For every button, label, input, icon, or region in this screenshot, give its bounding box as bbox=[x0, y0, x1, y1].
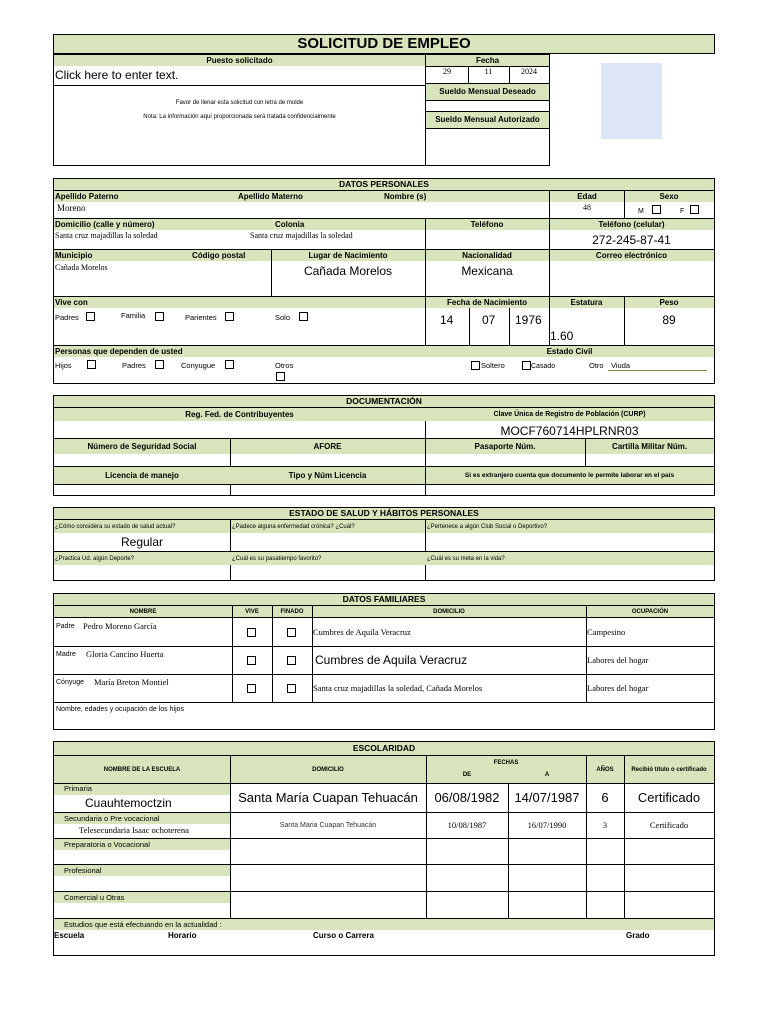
esc-primaria-domicilio[interactable]: Santa María Cuapan Tehuacán bbox=[238, 790, 418, 805]
fecha-nac-month[interactable]: 07 bbox=[482, 313, 496, 327]
sexo-m-checkbox[interactable] bbox=[652, 205, 661, 214]
telefono-label: Teléfono bbox=[470, 220, 504, 229]
q-club: ¿Pertenece a algún Club Social o Deportivo? bbox=[427, 524, 548, 530]
sexo-m-label: M bbox=[638, 208, 644, 215]
form-title: SOLICITUD DE EMPLEO bbox=[297, 35, 471, 52]
nss-label: Número de Seguridad Social bbox=[87, 442, 197, 451]
esc-actual-label: Estudios que está efectuando en la actualidad : bbox=[64, 920, 222, 929]
otro-value[interactable]: Viuda bbox=[611, 361, 631, 370]
esc-secundaria-domicilio[interactable]: Santa Maria Cuapan Tehuacán bbox=[279, 822, 377, 829]
tipo-licencia-label: Tipo y Núm Licencia bbox=[288, 471, 367, 480]
nacionalidad-label: Nacionalidad bbox=[462, 251, 512, 260]
esc-secundaria-titulo[interactable]: Certificado bbox=[649, 820, 689, 830]
col-ocupacion: OCUPACIÓN bbox=[631, 609, 669, 615]
apellido-materno-label: Apellido Materno bbox=[238, 192, 303, 201]
esc-curso-label: Curso o Carrera bbox=[313, 931, 374, 940]
colonia-label: Colonia bbox=[275, 220, 305, 229]
esc-profesional-level: Profesional bbox=[64, 866, 102, 875]
pasaporte-label: Pasaporte Núm. bbox=[474, 442, 536, 451]
vive-familia-label: Familia bbox=[121, 311, 146, 320]
nacionalidad-value[interactable]: Mexicana bbox=[461, 264, 513, 278]
edad-label: Edad bbox=[577, 192, 597, 201]
estatura-label: Estatura bbox=[570, 298, 603, 307]
fam-conyuge-rel: Cónyuge bbox=[56, 679, 85, 686]
fecha-label: Fecha bbox=[475, 56, 500, 65]
apellido-paterno-value[interactable]: Moreno bbox=[57, 203, 86, 213]
esc-grado-label: Grado bbox=[626, 931, 650, 940]
colonia-value[interactable]: Santa cruz majadillas la soledad bbox=[250, 231, 353, 240]
cp-label: Código postal bbox=[192, 251, 246, 260]
vive-parientes-checkbox[interactable] bbox=[225, 312, 234, 321]
dep-conyugue-checkbox[interactable] bbox=[225, 360, 234, 369]
escolaridad-title: ESCOLARIDAD bbox=[352, 743, 416, 753]
q-deporte: ¿Practica Ud. algún Deporte? bbox=[55, 556, 135, 562]
col-de: DE bbox=[462, 772, 472, 778]
familiares-title: DATOS FAMILIARES bbox=[342, 594, 426, 604]
celular-value[interactable]: 272-245-87-41 bbox=[592, 233, 671, 247]
curp-label: Clave Única de Registro de Población (CURP) bbox=[493, 411, 646, 418]
dep-otros-label: Otros bbox=[275, 361, 294, 370]
esc-secundaria-level: Secundaria o Pre vocacional bbox=[64, 814, 160, 823]
fam-conyuge-domicilio[interactable]: Santa cruz majadillas la soledad, Cañada Morelos bbox=[313, 683, 483, 693]
esc-horario-label: Horario bbox=[168, 931, 197, 940]
vive-padres-label: Padres bbox=[55, 313, 79, 322]
esc-escuela-label: Escuela bbox=[54, 931, 85, 940]
cartilla-label: Cartilla Militar Núm. bbox=[611, 442, 688, 451]
sexo-label: Sexo bbox=[659, 192, 679, 201]
fam-padre-vive-checkbox[interactable] bbox=[247, 628, 256, 637]
vive-parientes-label: Parientes bbox=[185, 313, 217, 322]
casado-checkbox[interactable] bbox=[522, 361, 531, 370]
sexo-f-label: F bbox=[680, 208, 685, 215]
fecha-nac-year[interactable]: 1976 bbox=[515, 313, 542, 327]
otro-input-line bbox=[608, 370, 707, 371]
peso-label: Peso bbox=[659, 298, 679, 307]
edad-value[interactable]: 48 bbox=[583, 203, 591, 212]
sueldo-deseado-label: Sueldo Mensual Deseado bbox=[439, 87, 536, 96]
esc-primaria-titulo[interactable]: Certificado bbox=[637, 790, 701, 805]
personales-title: DATOS PERSONALES bbox=[339, 179, 429, 189]
dependen-label: Personas que dependen de usted bbox=[55, 347, 183, 356]
fam-madre-rel: Madre bbox=[56, 651, 76, 658]
fam-madre-finado-checkbox[interactable] bbox=[287, 656, 296, 665]
puesto-label: Puesto solicitado bbox=[206, 56, 273, 65]
estado-civil-label: Estado Civil bbox=[546, 347, 593, 356]
casado-label: Casado bbox=[531, 363, 556, 370]
col-fechas: FECHAS bbox=[493, 760, 519, 766]
vive-solo-label: Solo bbox=[275, 313, 291, 322]
fam-conyuge-vive-checkbox[interactable] bbox=[247, 684, 256, 693]
col-finado: FINADO bbox=[280, 609, 304, 615]
documentacion-title: DOCUMENTACIÓN bbox=[346, 396, 422, 406]
peso-value[interactable]: 89 bbox=[662, 313, 676, 327]
esc-primaria-a[interactable]: 14/07/1987 bbox=[514, 790, 580, 805]
esc-preparatoria-level: Preparatoria o Vocacional bbox=[64, 840, 150, 849]
note-molde: Favor de llenar esta solicitud con letra de molde bbox=[175, 100, 304, 106]
correo-label: Correo electrónico bbox=[595, 251, 668, 260]
vive-familia-checkbox[interactable] bbox=[155, 312, 164, 321]
col-nombre: NOMBRE bbox=[129, 609, 157, 615]
municipio-label: Municipio bbox=[55, 251, 93, 260]
dep-padres-label: Padres bbox=[122, 361, 146, 370]
col-escuela: NOMBRE DE LA ESCUELA bbox=[103, 767, 181, 773]
vive-padres-checkbox[interactable] bbox=[86, 312, 95, 321]
fecha-nac-label: Fecha de Nacimiento bbox=[446, 298, 528, 307]
celular-label: Teléfono (celular) bbox=[598, 220, 665, 229]
fam-madre-domicilio[interactable]: Cumbres de Aquila Veracruz bbox=[315, 653, 468, 667]
curp-value[interactable]: MOCF760714HPLRNR03 bbox=[500, 424, 639, 438]
note-confidencial: Nota: La información aquí proporcionada será tratada confidencialmente bbox=[143, 114, 336, 120]
fecha-year[interactable]: 2024 bbox=[521, 67, 537, 76]
col-a: A bbox=[544, 772, 550, 778]
q-salud: ¿Cómo considera su estado de salud actual? bbox=[55, 524, 176, 530]
esc-secundaria-de[interactable]: 10/08/1987 bbox=[447, 820, 487, 830]
esc-secundaria-a[interactable]: 16/07/1990 bbox=[527, 820, 567, 830]
fam-conyuge-finado-checkbox[interactable] bbox=[287, 684, 296, 693]
soltero-label: Soltero bbox=[481, 361, 505, 370]
fam-hijos-label: Nombre, edades y ocupación de los hijos bbox=[56, 706, 185, 713]
fam-madre-vive-checkbox[interactable] bbox=[247, 656, 256, 665]
licencia-label: Licencia de manejo bbox=[105, 471, 179, 480]
esc-primaria-level: Primaria bbox=[64, 784, 92, 793]
vive-solo-checkbox[interactable] bbox=[299, 312, 308, 321]
fam-padre-domicilio[interactable]: Cumbres de Aquila Veracruz bbox=[313, 627, 411, 637]
lugar-nac-label: Lugar de Nacimiento bbox=[308, 251, 388, 260]
sueldo-autorizado-label: Sueldo Mensual Autorizado bbox=[435, 115, 540, 124]
fam-conyuge-ocupacion[interactable]: Labores del hogar bbox=[587, 683, 649, 693]
domicilio-label: Domicilio (calle y número) bbox=[55, 220, 155, 229]
afore-label: AFORE bbox=[313, 442, 342, 451]
fam-padre-rel: Padre bbox=[56, 623, 75, 630]
dep-hijos-label: Hijos bbox=[55, 361, 72, 370]
lugar-nac-value[interactable]: Cañada Morelos bbox=[303, 264, 393, 278]
photo-placeholder[interactable] bbox=[601, 63, 662, 139]
dep-conyugue-label: Conyugue bbox=[181, 361, 216, 370]
nombre-label: Nombre (s) bbox=[384, 192, 427, 201]
fecha-day[interactable]: 29 bbox=[443, 67, 451, 76]
rfc-label: Reg. Fed. de Contribuyentes bbox=[185, 410, 294, 419]
fam-padre-finado-checkbox[interactable] bbox=[287, 628, 296, 637]
apellido-paterno-label: Apellido Paterno bbox=[55, 192, 119, 201]
fam-padre-name[interactable]: Pedro Moreno García bbox=[83, 621, 157, 631]
estatura-value[interactable]: 1.60 bbox=[550, 329, 574, 343]
esc-secundaria-school[interactable]: Telesecundaria Isaac ochoterena bbox=[79, 825, 189, 835]
fecha-month[interactable]: 11 bbox=[484, 67, 493, 76]
dep-otros-checkbox[interactable] bbox=[276, 372, 285, 381]
esc-secundaria-anos[interactable]: 3 bbox=[602, 820, 608, 830]
esc-comercial-level: Comercial u Otras bbox=[64, 893, 125, 902]
fecha-nac-day[interactable]: 14 bbox=[440, 313, 454, 327]
salud-title: ESTADO DE SALUD Y HÁBITOS PERSONALES bbox=[289, 508, 479, 518]
col-domicilio: DOMICILIO bbox=[433, 609, 465, 615]
fam-padre-ocupacion[interactable]: Campesino bbox=[587, 627, 626, 637]
col-titulo: Recibió título o certificado bbox=[631, 767, 707, 773]
puesto-input[interactable]: Click here to enter text. bbox=[55, 68, 179, 82]
otro-label: Otro bbox=[589, 361, 604, 370]
q-enfermedad: ¿Padece alguna enfermedad crónica? ¿Cuál? bbox=[232, 524, 355, 530]
extranjero-label: Si es extranjero cuenta que documento le permite laborar en el país bbox=[464, 472, 675, 479]
col-anos: AÑOS bbox=[596, 767, 614, 773]
esc-primaria-anos[interactable]: 6 bbox=[601, 790, 609, 805]
q-pasatiempo: ¿Cuál es su pasatiempo favorito? bbox=[232, 556, 322, 562]
dep-hijos-checkbox[interactable] bbox=[87, 360, 96, 369]
dep-padres-checkbox[interactable] bbox=[155, 360, 164, 369]
fam-conyuge-name[interactable]: María Breton Montiel bbox=[94, 677, 169, 687]
q-meta: ¿Cuál es su meta en la vida? bbox=[427, 556, 505, 562]
a-salud[interactable]: Regular bbox=[120, 535, 164, 549]
municipio-value[interactable]: Cañada Morelos bbox=[55, 263, 108, 272]
esc-primaria-de[interactable]: 06/08/1982 bbox=[434, 790, 500, 805]
col-esc-domicilio: DOMICILIO bbox=[312, 767, 344, 773]
col-vive: VIVE bbox=[245, 609, 259, 615]
fam-madre-ocupacion[interactable]: Labores del hogar bbox=[587, 655, 649, 665]
domicilio-value[interactable]: Santa cruz majadillas la soledad bbox=[55, 231, 158, 240]
fam-madre-name[interactable]: Gloria Cancino Huerta bbox=[86, 649, 164, 659]
sexo-f-checkbox[interactable] bbox=[690, 205, 699, 214]
vive-con-label: Vive con bbox=[55, 298, 88, 307]
esc-primaria-school[interactable]: Cuauhtemoctzin bbox=[85, 796, 172, 810]
soltero-checkbox[interactable] bbox=[471, 361, 480, 370]
